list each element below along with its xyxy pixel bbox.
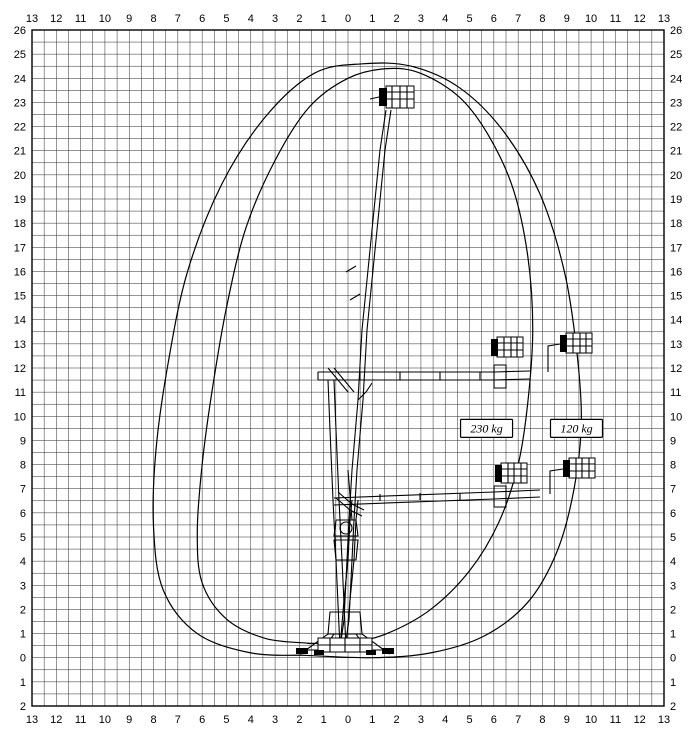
- y-tick-label-left: 7: [19, 483, 26, 496]
- x-tick-label-bottom: 4: [442, 714, 449, 726]
- y-tick-label-right: 1: [670, 628, 677, 641]
- x-tick-label-bottom: 13: [657, 714, 671, 726]
- x-tick-label-top: 12: [50, 13, 63, 25]
- x-tick-label-top: 2: [393, 13, 400, 25]
- x-tick-label-bottom: 0: [344, 714, 352, 726]
- x-tick-label-top: 8: [539, 13, 546, 25]
- y-tick-label-right: 16: [670, 266, 683, 279]
- y-tick-label-left: 17: [13, 242, 26, 255]
- capacity-120: [550, 419, 602, 437]
- y-tick-label-right: 25: [670, 49, 683, 62]
- x-tick-label-top: 1: [369, 13, 376, 25]
- x-tick-label-top: 6: [490, 13, 497, 25]
- x-tick-label-top: 13: [25, 13, 39, 25]
- x-tick-label-top: 1: [320, 13, 327, 25]
- y-tick-label-left: 1: [19, 628, 26, 641]
- capacity-120-label: 120 kg: [560, 421, 593, 436]
- y-tick-label-left: 22: [13, 121, 26, 134]
- y-tick-label-right: 5: [670, 532, 677, 544]
- y-tick-label-left: 6: [19, 507, 26, 520]
- y-tick-label-left: 4: [19, 556, 26, 569]
- y-tick-label-left: 21: [13, 145, 26, 158]
- y-tick-label-right: 13: [670, 338, 683, 351]
- x-tick-label-bottom: 13: [25, 714, 39, 726]
- y-tick-label-left: 11: [14, 387, 26, 400]
- y-tick-label-left: 0: [19, 652, 26, 665]
- basket-low-inner: [495, 463, 527, 483]
- y-tick-label-left: 15: [13, 290, 26, 303]
- y-tick-label-right: 6: [670, 507, 677, 520]
- x-tick-label-bottom: 1: [320, 714, 327, 726]
- x-tick-label-bottom: 8: [150, 714, 157, 726]
- x-tick-label-bottom: 11: [609, 714, 622, 726]
- capacity-230-label: 230 kg: [470, 421, 503, 436]
- x-tick-label-bottom: 6: [199, 714, 206, 726]
- y-tick-label-right: 18: [670, 218, 683, 231]
- y-tick-label-right: 12: [670, 363, 683, 375]
- y-tick-label-right: 1: [670, 676, 677, 689]
- x-tick-label-bottom: 7: [515, 714, 522, 726]
- y-tick-label-right: 4: [670, 556, 677, 569]
- y-tick-label-right: 0: [670, 652, 677, 665]
- y-tick-label-left: 20: [13, 169, 26, 182]
- y-tick-label-right: 8: [670, 459, 677, 472]
- x-tick-label-bottom: 7: [174, 714, 181, 726]
- x-tick-label-top: 2: [296, 13, 303, 25]
- x-tick-label-top: 9: [563, 13, 570, 25]
- x-tick-label-top: 4: [247, 13, 254, 25]
- y-tick-label-right: 2: [670, 701, 677, 713]
- x-tick-label-bottom: 3: [417, 714, 424, 726]
- x-tick-label-top: 3: [272, 13, 279, 25]
- x-tick-label-top: 8: [150, 13, 157, 25]
- x-tick-label-top: 7: [174, 13, 181, 25]
- x-tick-label-top: 9: [126, 13, 133, 25]
- y-tick-label-right: 26: [670, 25, 683, 37]
- x-tick-label-top: 0: [344, 13, 352, 25]
- y-tick-label-left: 25: [13, 49, 26, 62]
- x-tick-label-bottom: 12: [50, 714, 63, 726]
- y-tick-label-right: 17: [670, 242, 683, 255]
- y-tick-label-right: 7: [670, 483, 677, 496]
- x-tick-label-bottom: 1: [369, 714, 376, 726]
- x-tick-label-bottom: 9: [126, 714, 133, 726]
- y-tick-label-left: 23: [13, 97, 26, 110]
- y-tick-label-right: 22: [670, 121, 683, 134]
- y-tick-label-right: 11: [670, 387, 682, 400]
- y-tick-label-left: 26: [13, 25, 26, 37]
- x-tick-label-top: 5: [223, 13, 230, 25]
- y-tick-label-left: 14: [13, 314, 26, 327]
- x-tick-label-bottom: 6: [490, 714, 497, 726]
- x-tick-label-bottom: 4: [247, 714, 254, 726]
- y-tick-label-left: 2: [19, 701, 26, 713]
- x-tick-label-top: 10: [584, 13, 598, 25]
- x-tick-label-top: 11: [609, 13, 622, 25]
- y-tick-label-right: 10: [670, 411, 683, 424]
- y-tick-label-left: 2: [19, 604, 26, 617]
- y-tick-label-left: 19: [13, 194, 26, 206]
- x-tick-label-bottom: 2: [393, 714, 400, 726]
- x-tick-label-bottom: 8: [539, 714, 546, 726]
- y-tick-label-left: 12: [13, 363, 26, 375]
- x-tick-label-bottom: 11: [74, 714, 87, 726]
- x-tick-label-top: 12: [633, 13, 646, 25]
- y-tick-label-right: 23: [670, 97, 683, 110]
- x-tick-label-bottom: 5: [466, 714, 473, 726]
- y-tick-label-left: 5: [19, 532, 26, 544]
- x-tick-label-top: 3: [417, 13, 424, 25]
- y-tick-label-left: 9: [19, 435, 26, 448]
- y-tick-label-right: 15: [670, 290, 683, 303]
- y-tick-label-left: 18: [13, 218, 26, 231]
- x-tick-label-top: 7: [515, 13, 522, 25]
- x-tick-label-bottom: 2: [296, 714, 303, 726]
- y-tick-label-right: 3: [670, 580, 677, 593]
- y-tick-label-left: 3: [19, 580, 26, 593]
- y-tick-label-left: 16: [13, 266, 26, 279]
- y-tick-label-right: 20: [670, 169, 683, 182]
- y-tick-label-right: 9: [670, 435, 677, 448]
- y-tick-label-left: 1: [19, 676, 26, 689]
- x-tick-label-bottom: 10: [584, 714, 598, 726]
- x-tick-label-top: 5: [466, 13, 473, 25]
- x-tick-label-top: 10: [98, 13, 112, 25]
- x-tick-label-top: 13: [657, 13, 671, 25]
- basket-mid-inner: [491, 337, 523, 357]
- y-tick-label-right: 21: [670, 145, 683, 158]
- y-tick-label-right: 24: [670, 73, 683, 86]
- x-tick-label-bottom: 9: [563, 714, 570, 726]
- x-tick-label-top: 6: [199, 13, 206, 25]
- x-tick-label-bottom: 5: [223, 714, 230, 726]
- y-tick-label-right: 14: [670, 314, 683, 327]
- y-tick-label-left: 24: [13, 73, 26, 86]
- capacity-230: [461, 419, 513, 437]
- y-tick-label-right: 19: [670, 194, 683, 206]
- y-tick-label-left: 10: [13, 411, 26, 424]
- x-tick-label-top: 4: [442, 13, 449, 25]
- x-tick-label-bottom: 3: [272, 714, 279, 726]
- x-tick-label-bottom: 12: [633, 714, 646, 726]
- y-tick-label-right: 2: [670, 604, 677, 617]
- y-tick-label-left: 8: [19, 459, 26, 472]
- y-tick-label-left: 13: [13, 338, 26, 351]
- x-tick-label-bottom: 10: [98, 714, 112, 726]
- x-tick-label-top: 11: [74, 13, 87, 25]
